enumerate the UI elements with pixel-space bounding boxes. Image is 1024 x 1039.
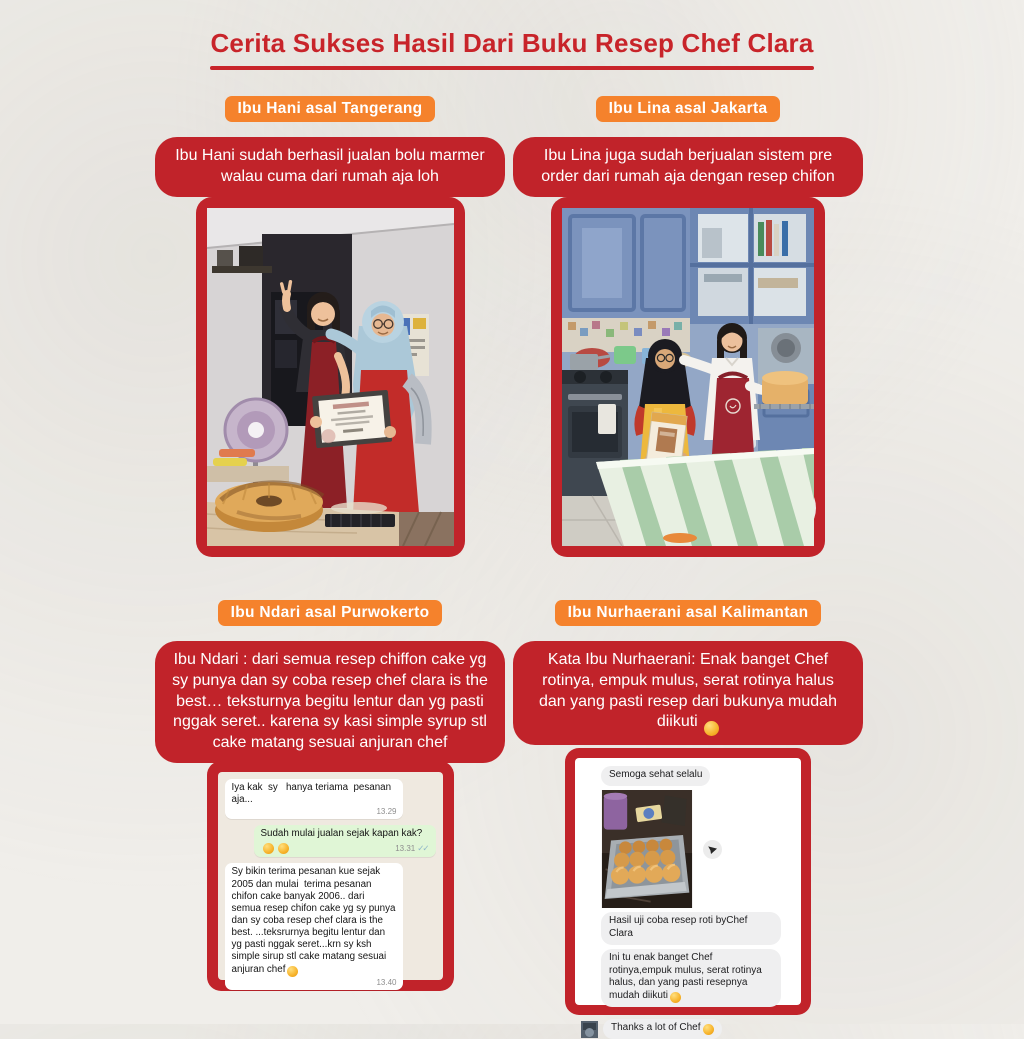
read-receipt-checkmarks-icon: ✓✓	[417, 843, 428, 854]
chat-message-time: 13.29	[376, 807, 397, 817]
chat-message-incoming	[225, 779, 403, 819]
chat-photo-row	[581, 790, 793, 908]
quote-card-nurhaerani	[513, 641, 863, 745]
chat-message-incoming: Hasil uji coba resep roti byChef Clara	[601, 912, 781, 945]
chat-message-incoming	[603, 1019, 722, 1039]
chat-message-time: 13.40	[376, 977, 397, 987]
smiling-face-with-hearts-emoji	[704, 721, 719, 736]
testimonial-ndari	[155, 600, 505, 991]
chat-message-incoming	[225, 863, 403, 989]
folded-hands-emoji	[278, 843, 289, 854]
photo-hani-certificate-scene	[207, 208, 454, 546]
quote-text: Kata Ibu Nurhaerani: Enak banget Chef rotinya, empuk mulus, serat rotinya halus dan yang pasti resep dari bukunya mudah diikuti	[539, 651, 837, 731]
testimonial-lina	[513, 96, 863, 557]
smiling-face-emoji	[263, 843, 274, 854]
red-underline-annotation	[591, 1010, 774, 1015]
chat-message-text: Sudah mulai jualan sejak kapan kak?	[260, 828, 423, 840]
bread-rolls-scene	[601, 790, 693, 908]
whatsapp-chat-screenshot	[218, 772, 443, 987]
chat-message-time: 13.31	[395, 844, 416, 854]
photo-lina-kitchen-scene	[562, 208, 814, 546]
quote-card-ndari: Ibu Ndari : dari semua resep chiffon cake yg sy punya dan sy coba resep chef clara is the best… teksturnya begitu lentur dan yg pasti nggak seret.. karena sy kasi simple syrup stl cake matang sesuai anjuran chef	[155, 641, 505, 763]
photo-frame-lina	[551, 197, 825, 557]
chat-message-text: Thanks a lot of Chef	[611, 1022, 701, 1034]
thumbs-up-emoji	[670, 992, 681, 1003]
bread-rolls-photo	[601, 790, 793, 908]
chat-frame-ndari	[207, 761, 454, 991]
quote-card-lina: Ibu Lina juga sudah berjualan sistem pre order dari rumah aja dengan resep chifon	[513, 137, 863, 197]
chat-message-incoming: Semoga sehat selalu	[601, 766, 710, 786]
chat-message-text: Iya kak sy hanya teriama pesanan aja...	[231, 781, 394, 806]
chat-message-text: Ini tu enak banget Chef rotinya,empuk mulus, serat rotinya halus, dan yang pasti resepnya mudah diikuti	[609, 951, 762, 1002]
testimonial-hani	[155, 96, 505, 557]
chat-message-emojis	[261, 841, 290, 854]
chat-frame-nurhaerani	[565, 748, 811, 1034]
folded-hands-emoji	[703, 1024, 714, 1035]
page-title: Cerita Sukses Hasil Dari Buku Resep Chef Clara	[210, 28, 814, 58]
badge-hani: Ibu Hani asal Tangerang	[225, 96, 436, 122]
share-icon	[703, 840, 722, 859]
quote-card-hani: Ibu Hani sudah berhasil jualan bolu marmer walau cuma dari rumah aja loh	[155, 137, 505, 197]
avatar	[581, 1021, 598, 1038]
badge-lina: Ibu Lina asal Jakarta	[596, 96, 781, 122]
chat-message-outgoing	[254, 825, 436, 857]
chat-message-incoming	[601, 949, 781, 1007]
photo-frame-hani	[196, 197, 465, 557]
title-underline	[210, 66, 814, 70]
testimonial-nurhaerani	[513, 600, 863, 1034]
badge-nurhaerani: Ibu Nurhaerani asal Kalimantan	[555, 600, 822, 626]
badge-ndari: Ibu Ndari asal Purwokerto	[218, 600, 443, 626]
heart-eyes-emoji	[287, 966, 298, 977]
chat-message-text: Sy bikin terima pesanan kue sejak 2005 dan mulai terima pesanan chifon cake banyak 2006.. dari semua resep chifon cake yg sy punya dan sy coba resep chef clara is the best. ...teksrurnya begitu lentur dan yg pasti nggak seret...krn sy ksh simple sirup stl cake matang sesuai anjuran chef	[231, 866, 399, 975]
direct-message-chat-screenshot	[575, 758, 801, 1034]
